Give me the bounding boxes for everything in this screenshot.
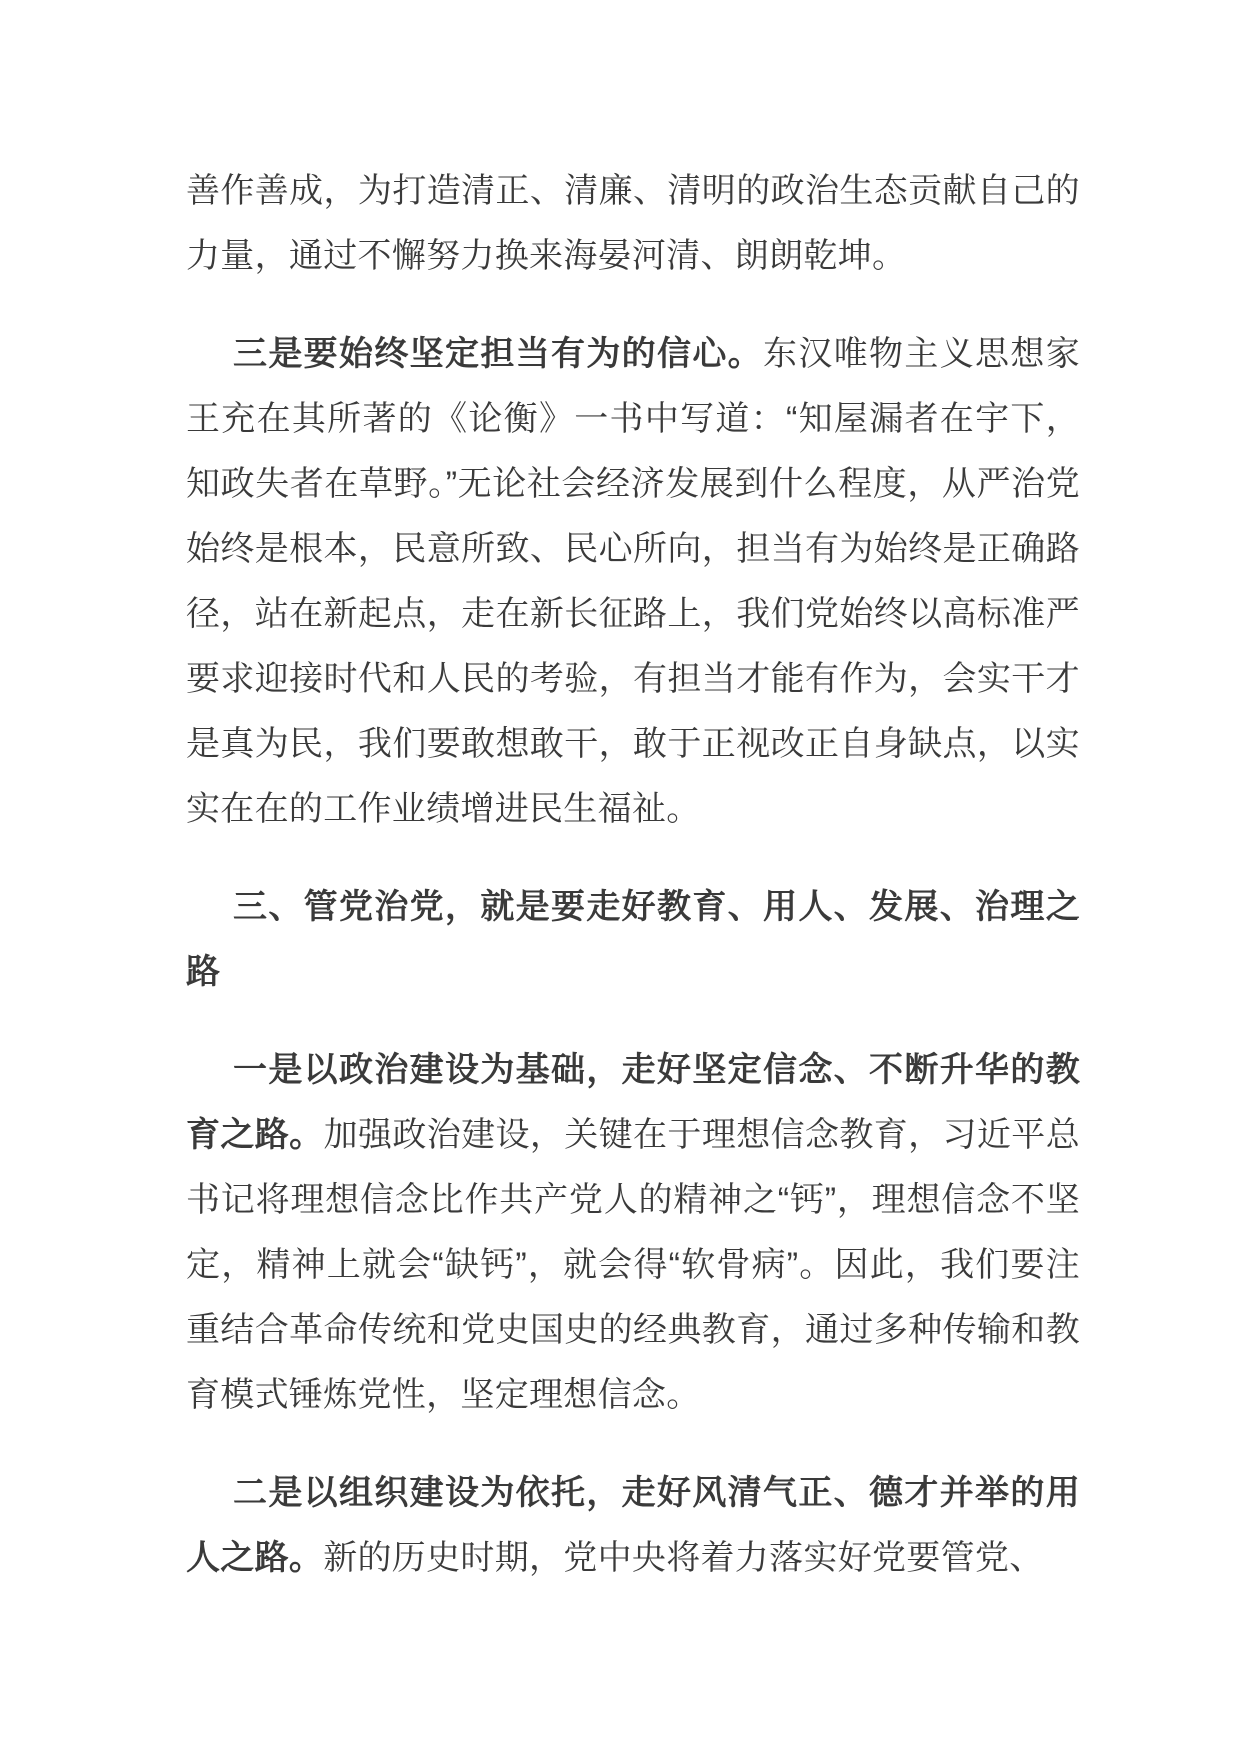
body-text: 加强政治建设，关键在于理想信念教育，习近平总书记将理想信念比作共产党人的精神之“钙”，理想信念不坚定，精神上就会“缺钙”，就会得“软骨病”。因此，我们要注重结合革命传统和党史国史的经典教育，通过多种传输和教育模式锤炼党性，坚定理想信念。 xyxy=(186,1116,1080,1414)
paragraph xyxy=(186,1461,1080,1591)
paragraph xyxy=(186,159,1080,289)
body-text: 新的历史时期，党中央将着力落实好党要管党、 xyxy=(323,1539,1044,1577)
paragraph xyxy=(186,322,1080,842)
emphasis-text: 三是要始终坚定担当有为的信心。 xyxy=(233,335,764,373)
paragraph xyxy=(186,1038,1080,1428)
emphasis-text: 二是以组织建设为依托，走好风清气正、德才并举的用人之路。 xyxy=(186,1474,1080,1577)
document-body xyxy=(186,126,1080,1624)
section-heading xyxy=(186,875,1080,1005)
body-text: 善作善成，为打造清正、清廉、清明的政治生态贡献自己的力量，通过不懈努力换来海晏河清、朗朗乾坤。 xyxy=(186,172,1080,275)
body-text: 东汉唯物主义思想家王充在其所著的《论衡》一书中写道：“知屋漏者在宇下，知政失者在草野。”无论社会经济发展到什么程度，从严治党始终是根本，民意所致、民心所向，担当有为始终是正确路径，站在新起点，走在新长征路上，我们党始终以高标准严要求迎接时代和人民的考验，有担当才能有作为，会实干才是真为民，我们要敢想敢干，敢于正视改正自身缺点，以实实在在的工作业绩增进民生福祉。 xyxy=(186,335,1081,828)
emphasis-text: 三、管党治党，就是要走好教育、用人、发展、治理之路 xyxy=(186,888,1080,991)
emphasis-text: 一是以政治建设为基础，走好坚定信念、不断升华的教育之路。 xyxy=(186,1051,1080,1154)
